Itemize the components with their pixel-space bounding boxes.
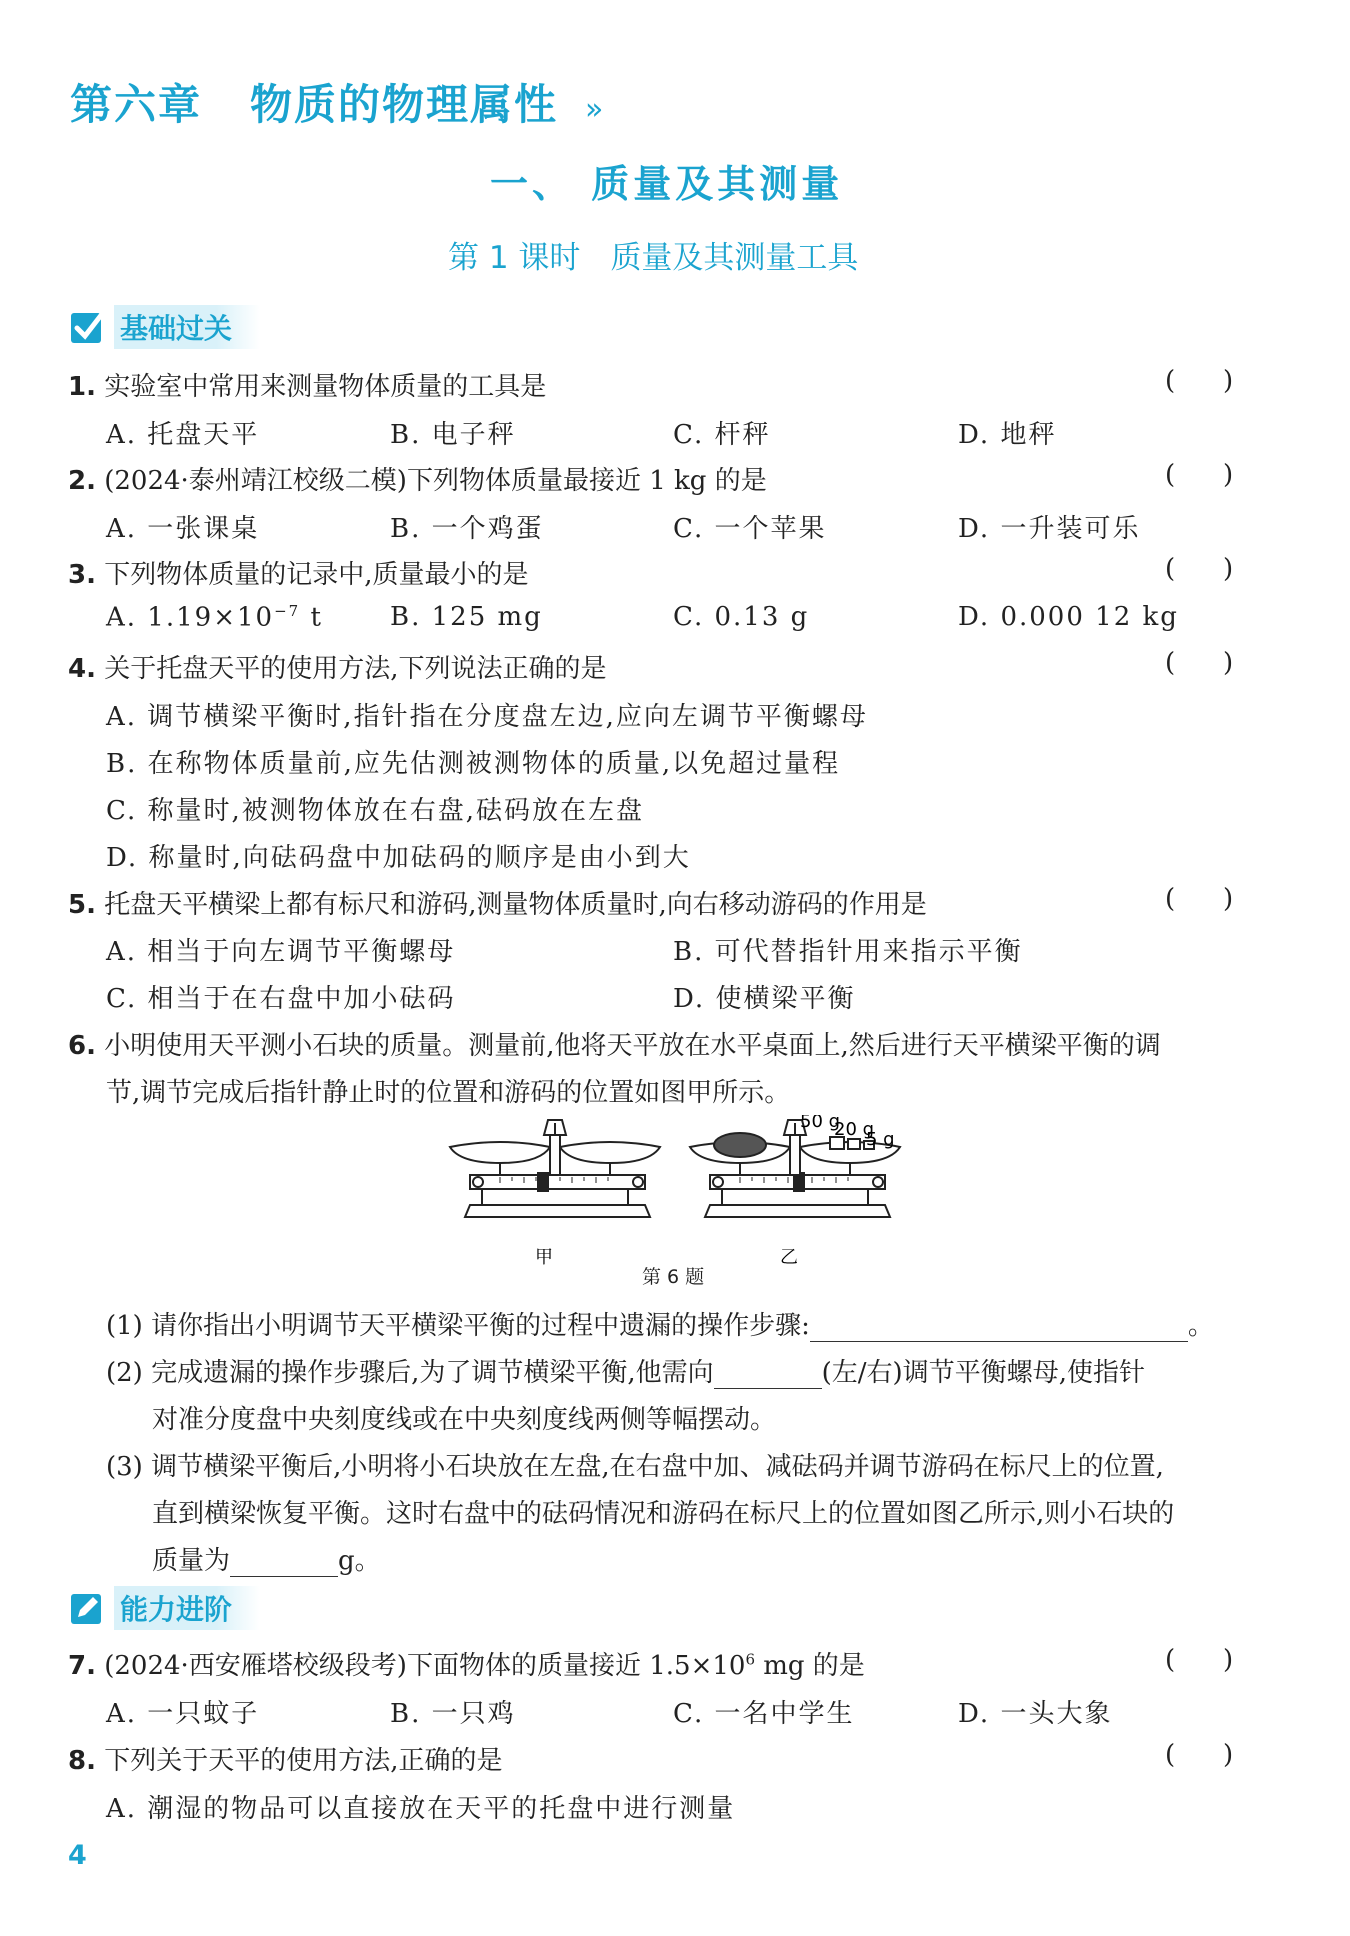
answer-paren[interactable]: ( ) <box>1165 460 1234 490</box>
option-d: D. 使横梁平衡 <box>673 984 856 1014</box>
question-text: 托盘天平横梁上都有标尺和游码,测量物体质量时,向右移动游码的作用是 <box>104 890 927 920</box>
question-number: 5. <box>68 890 96 920</box>
question-text: 下列物体质量的记录中,质量最小的是 <box>104 560 529 590</box>
pencil-icon <box>68 1589 106 1627</box>
question-number: 2. <box>68 466 96 496</box>
option-c: C. 0.13 g <box>673 602 810 632</box>
section-basic-label: 基础过关 <box>114 305 260 349</box>
answer-blank[interactable] <box>810 1315 1188 1342</box>
question-number: 3. <box>68 560 96 590</box>
subquestion-3-line3: 质量为 g。 <box>152 1546 381 1576</box>
option-a: A. $1.19\times 10^{-7}$ t <box>106 602 323 633</box>
question-2 <box>68 460 767 497</box>
question-number: 1. <box>68 372 96 402</box>
question-text-line2: 节,调节完成后指针静止时的位置和游码的位置如图甲所示。 <box>106 1078 791 1108</box>
question-5 <box>68 884 927 921</box>
answer-paren[interactable]: ( ) <box>1165 648 1234 678</box>
answer-blank[interactable] <box>230 1550 338 1577</box>
answer-paren[interactable]: ( ) <box>1165 1645 1234 1675</box>
question-1 <box>68 366 546 403</box>
checkbox-icon <box>68 308 106 346</box>
option-b: B. 在称物体质量前,应先估测被测物体的质量,以免超过量程 <box>106 749 841 779</box>
chapter-heading <box>70 72 558 132</box>
figure-left-label: 甲 <box>535 1247 553 1268</box>
weight-label-20g: 20 g <box>834 1119 875 1140</box>
question-text: 小明使用天平测小石块的质量。测量前,他将天平放在水平桌面上,然后进行天平横梁平衡的调 <box>104 1031 1161 1061</box>
question-3 <box>68 554 529 591</box>
option-b: B. 一个鸡蛋 <box>390 514 544 544</box>
option-d: D. 称量时,向砝码盘中加砝码的顺序是由小到大 <box>106 843 691 873</box>
section-title: 一、 质量及其测量 <box>490 162 844 206</box>
chapter-number: 第六章 <box>70 80 203 129</box>
option-b: B. 电子秤 <box>390 420 516 450</box>
option-a: A. 托盘天平 <box>106 420 260 450</box>
question-number: 7. <box>68 1651 96 1681</box>
balance-figure <box>440 1115 910 1275</box>
subquestion-1: (1) 请你指出小明调节天平横梁平衡的过程中遗漏的操作步骤: 。 <box>106 1311 1214 1341</box>
option-c: C. 称量时,被测物体放在右盘,砝码放在左盘 <box>106 796 645 826</box>
question-8 <box>68 1740 503 1777</box>
option-d: D. 地秤 <box>958 420 1057 450</box>
option-d: D. 一头大象 <box>958 1699 1113 1729</box>
answer-paren[interactable]: ( ) <box>1165 366 1234 396</box>
question-text: 下列关于天平的使用方法,正确的是 <box>104 1746 503 1776</box>
answer-paren[interactable]: ( ) <box>1165 554 1234 584</box>
section-advanced-label: 能力进阶 <box>114 1586 260 1630</box>
section-advanced-header <box>68 1588 260 1628</box>
answer-blank[interactable] <box>714 1362 822 1389</box>
question-number: 4. <box>68 654 96 684</box>
question-number: 6. <box>68 1031 96 1061</box>
option-d: D. 0.000 12 kg <box>958 602 1179 632</box>
answer-paren[interactable]: ( ) <box>1165 1740 1234 1770</box>
lesson-number: 第 1 课时 <box>448 240 581 276</box>
option-a: A. 潮湿的物品可以直接放在天平的托盘中进行测量 <box>106 1794 736 1824</box>
option-c: C. 一个苹果 <box>673 514 827 544</box>
option-c: C. 杆秤 <box>673 420 771 450</box>
page-number: 4 <box>68 1840 87 1871</box>
option-a: A. 一张课桌 <box>106 514 260 544</box>
option-b: B. 可代替指针用来指示平衡 <box>673 937 1023 967</box>
answer-paren[interactable]: ( ) <box>1165 884 1234 914</box>
option-a: A. 调节横梁平衡时,指针指在分度盘左边,应向左调节平衡螺母 <box>106 702 868 732</box>
option-a: A. 相当于向左调节平衡螺母 <box>106 937 456 967</box>
balance-left <box>450 1120 660 1217</box>
question-7: 7. (2024·西安雁塔校级段考)下面物体的质量接近 $1.5\times 10^6$ mg 的是 <box>68 1650 865 1681</box>
subquestion-2-line2: 对准分度盘中央刻度线或在中央刻度线两侧等幅摆动。 <box>152 1405 777 1435</box>
chevron-right-icon: » <box>585 92 598 127</box>
subquestion-3-line2: 直到横梁恢复平衡。这时右盘中的砝码情况和游码在标尺上的位置如图乙所示,则小石块的 <box>152 1499 1175 1529</box>
question-text: 关于托盘天平的使用方法,下列说法正确的是 <box>104 654 607 684</box>
question-number: 8. <box>68 1746 96 1776</box>
question-text: (2024·泰州靖江校级二模)下列物体质量最接近 1 kg 的是 <box>104 466 767 496</box>
lesson-title: 质量及其测量工具 <box>610 240 859 276</box>
figure-caption: 第 6 题 <box>642 1266 705 1288</box>
subquestion-3: (3) 调节横梁平衡后,小明将小石块放在左盘,在右盘中加、减砝码并调节游码在标尺上的位置, <box>106 1452 1164 1482</box>
option-d: D. 一升装可乐 <box>958 514 1141 544</box>
option-c: C. 相当于在右盘中加小砝码 <box>106 984 456 1014</box>
figure-right-label: 乙 <box>780 1247 798 1268</box>
lesson-heading <box>448 232 858 277</box>
weight-label-50g: 50 g <box>800 1115 841 1132</box>
question-text: 实验室中常用来测量物体质量的工具是 <box>104 372 547 402</box>
option-b: B. 一只鸡 <box>390 1699 516 1729</box>
section-basic-header <box>68 307 260 347</box>
option-c: C. 一名中学生 <box>673 1699 855 1729</box>
question-4 <box>68 648 607 685</box>
question-6 <box>68 1025 1161 1062</box>
option-b: B. 125 mg <box>390 602 543 632</box>
option-a: A. 一只蚊子 <box>106 1699 260 1729</box>
chapter-title: 物质的物理属性 <box>250 80 559 129</box>
weight-label-5g: 5 g <box>866 1129 895 1150</box>
subquestion-2: (2) 完成遗漏的操作步骤后,为了调节横梁平衡,他需向 (左/右)调节平衡螺母,使指针 <box>106 1358 1145 1388</box>
